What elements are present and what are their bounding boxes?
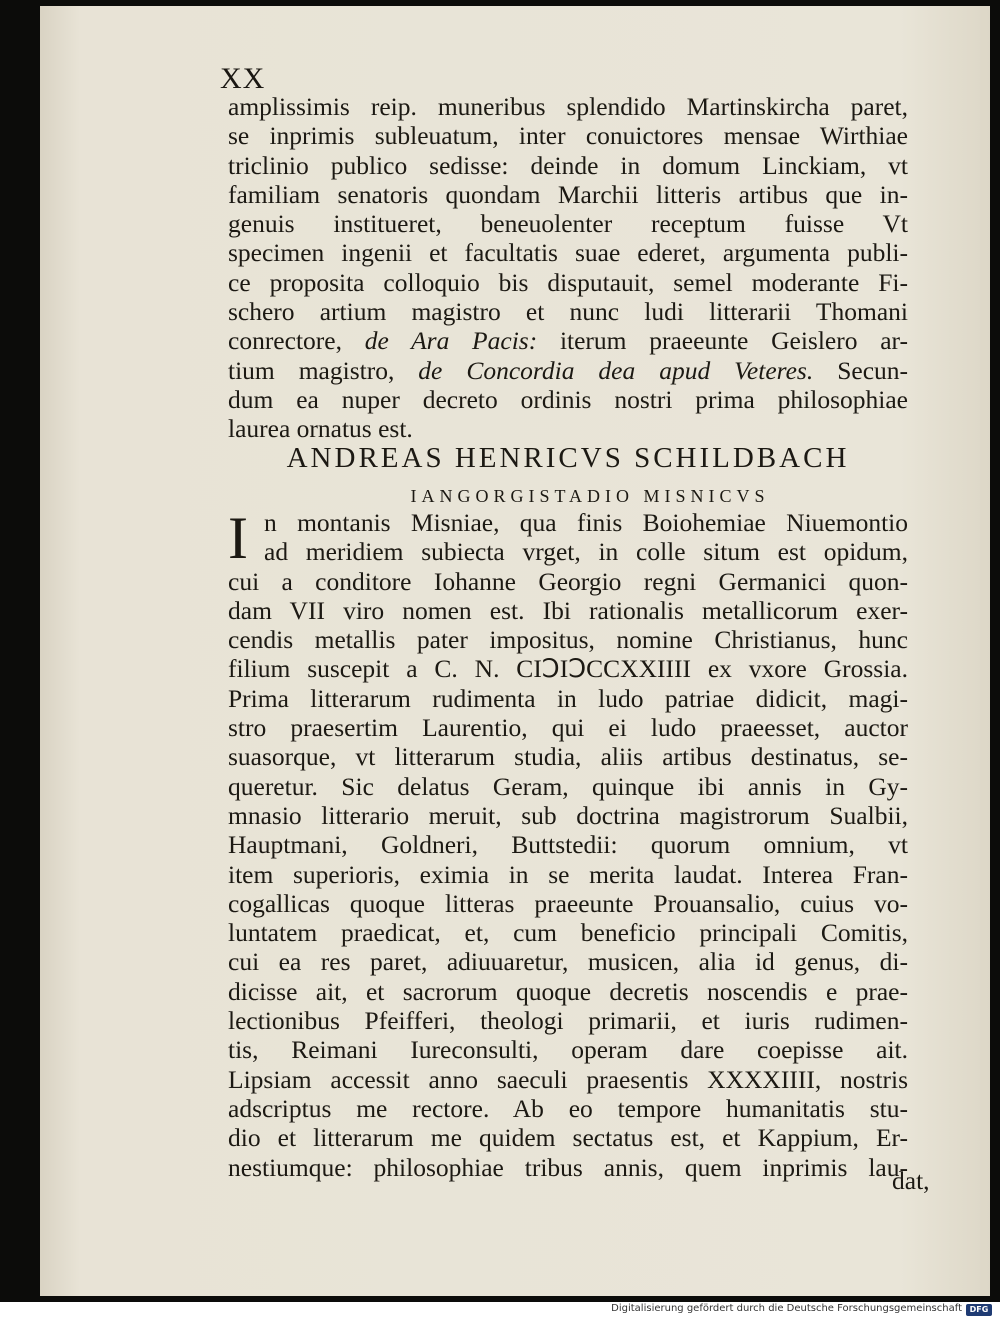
text-line: specimen ingenii et facultatis suae ederet, argumenta publi- [228, 238, 908, 268]
text-line: ad meridiem subiecta vrget, in colle situm est opidum, [264, 537, 908, 567]
text-line: cendis metallis pater impositus, nomine Christianus, hunc [228, 625, 908, 655]
text-line: se inprimis subleuatum, inter conuictores mensae Wirthiae [228, 121, 908, 151]
funding-credit: Digitalisierung gefördert durch die Deutsche Forschungsgemeinschaft [611, 1303, 962, 1314]
drop-cap: I [228, 505, 248, 571]
text-line: nestiumque: philosophiae tribus annis, quem inprimis lau- [228, 1152, 908, 1182]
text-line: dam VII viro nomen est. Ibi rationalis metallicorum exer- [228, 595, 908, 625]
text-line: laurea ornatus est. [228, 414, 413, 444]
text-line-with-title [228, 356, 908, 385]
text-line: cui a conditore Iohanne Georgio regni Germanici quon- [228, 566, 908, 596]
text-line: familiam senatoris quondam Marchii litteris artibus que in- [228, 179, 908, 209]
text-line: n montanis Misniae, qua finis Boiohemiae Niuemontio [264, 508, 908, 537]
line-text: Secun- [813, 355, 909, 385]
italic-title: de Concordia dea apud Veteres. [418, 355, 814, 385]
text-line: suasorque, vt litterarum studia, aliis artibus destinatus, se- [228, 742, 908, 772]
section-heading: ANDREAS HENRICVS SCHILDBACH [286, 442, 850, 474]
section-subheading: IANGORGISTADIO MISNICVS [410, 486, 770, 506]
text-line: triclinio publico sedisse: deinde in domum Linckiam, vt [228, 150, 908, 180]
text-line: Hauptmani, Goldneri, Buttstedii: quorum omnium, vt [228, 830, 908, 860]
text-line: queretur. Sic delatus Geram, quinque ibi annis in Gy- [228, 771, 908, 801]
text-line: lectionibus Pfeifferi, theologi primarii, et iuris rudimen- [228, 1006, 908, 1036]
text-line: filium suscepit a C. N. CIↃIↃCCXXIIII ex vxore Grossia. [228, 654, 908, 684]
book-page [40, 6, 990, 1296]
text-line: mnasio litterario meruit, sub doctrina magistrorum Sualbii, [228, 800, 908, 830]
catchword: dat, [892, 1166, 930, 1195]
text-line: Lipsiam accessit anno saeculi praesentis XXXXIIII, nostris [228, 1064, 908, 1094]
text-line: adscriptus me rectore. Ab eo tempore humanitatis stu- [228, 1093, 908, 1123]
text-line: ce proposita colloquio bis disputauit, semel moderante Fi- [228, 267, 908, 297]
text-line: amplissimis reip. muneribus splendido Martinskircha paret, [228, 92, 908, 121]
text-line: cogallicas quoque litteras praeeunte Prouansalio, cuius vo- [228, 888, 908, 918]
page-number: XX [220, 62, 266, 95]
text-line: dum ea nuper decreto ordinis nostri prima philosophiae [228, 384, 908, 414]
italic-title: de Ara Pacis: [364, 326, 538, 356]
line-text: conrectore, [228, 326, 365, 356]
text-line: stro praesertim Laurentio, qui ei ludo praeesset, auctor [228, 713, 908, 743]
text-line: luntatem praedicat, et, cum beneficio principali Comitis, [228, 918, 908, 948]
text-line: Prima litterarum rudimenta in ludo patriae didicit, magi- [228, 683, 908, 713]
text-line: dio et litterarum me quidem sectatus est, et Kappium, Er- [228, 1123, 908, 1153]
text-line: tis, Reimani Iureconsulti, operam dare coepisse ait. [228, 1035, 908, 1065]
text-line: dicisse ait, et sacrorum quoque decretis noscendis e prae- [228, 976, 908, 1006]
text-line: schero artium magistro et nunc ludi litterarii Thomani [228, 297, 908, 327]
text-line: item superioris, eximia in se merita laudat. Interea Fran- [228, 859, 908, 889]
text-block-body [228, 505, 908, 1182]
text-line: cui ea res paret, adiuuaretur, musicen, alia id genus, di- [228, 947, 908, 977]
text-block-top [228, 92, 908, 444]
text-line: genuis institueret, beneuolenter receptum fuisse Vt [228, 209, 908, 239]
line-text: iterum praeeunte Geislero ar- [537, 326, 908, 356]
line-text: tium magistro, [228, 355, 419, 385]
dfg-logo-icon: DFG [966, 1304, 992, 1316]
text-line-with-title [228, 326, 908, 355]
